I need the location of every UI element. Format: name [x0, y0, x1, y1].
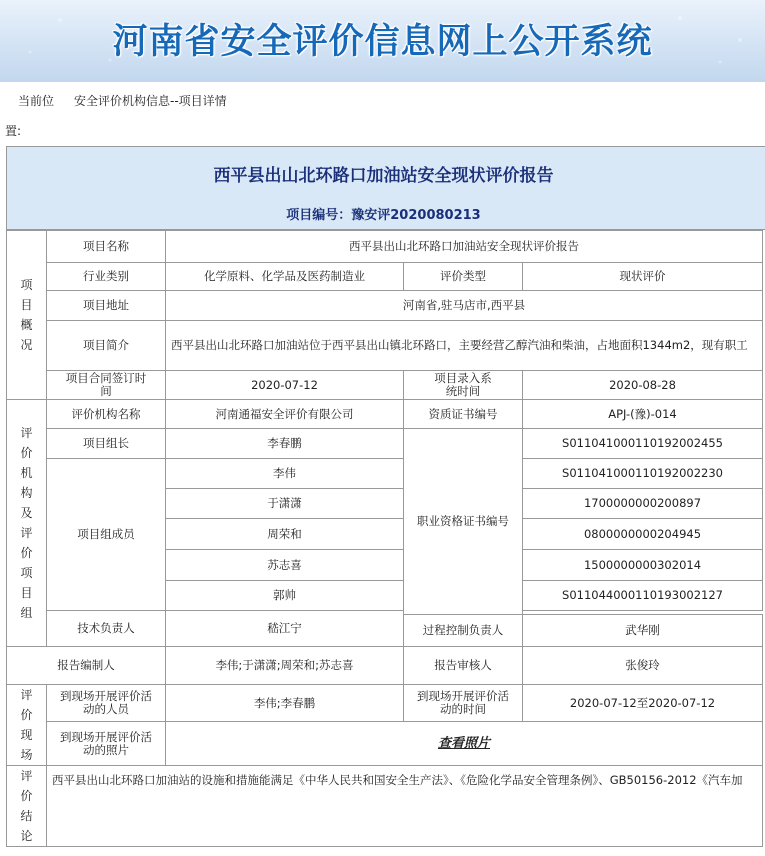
member-name: 李伟: [166, 459, 404, 489]
section-site-label: 评价现场: [7, 685, 47, 766]
breadcrumb-label: 当前位: [18, 94, 55, 108]
section-overview-label: 项目概况: [7, 231, 47, 400]
address-label: 项目地址: [47, 291, 166, 321]
report-title: 西平县出山北环路口加油站安全现状评价报告: [213, 166, 554, 186]
entry-date-label: 项目录入系统时间: [404, 371, 523, 400]
section-conclusion-label: 评价结论: [7, 766, 47, 847]
site-photo-label: 到现场开展评价活动的照片: [47, 722, 166, 766]
tech-lead-value: 嵇江宁: [166, 611, 404, 647]
intro-label: 项目简介: [47, 321, 166, 371]
leader-cert: S011041000110192002455: [523, 429, 763, 459]
member-cert: S011041000110192002230: [523, 459, 763, 489]
member-cert: 1500000000302014: [523, 550, 763, 581]
site-people-label: 到现场开展评价活动的人员: [47, 685, 166, 722]
leader-label: 项目组长: [47, 429, 166, 459]
eval-type-value: 现状评价: [523, 263, 763, 291]
report-detail: [6, 146, 765, 847]
member-cert: 1700000000200897: [523, 489, 763, 519]
tech-lead-label: 技术负责人: [47, 611, 166, 647]
breadcrumb-label-cont: 置:: [5, 124, 22, 138]
site-banner: [0, 0, 765, 82]
site-time-label: 到现场开展评价活动的时间: [404, 685, 523, 722]
report-writer-value: 李伟;于潇潇;周荣和;苏志喜: [166, 647, 404, 685]
member-name: 周荣和: [166, 519, 404, 550]
project-name-label: 项目名称: [47, 231, 166, 263]
member-name: 郭帅: [166, 581, 404, 611]
project-code: 项目编号：豫安评2020080213: [286, 208, 481, 223]
member-name: 苏志喜: [166, 550, 404, 581]
eval-type-label: 评价类型: [404, 263, 523, 291]
process-lead-value: 武华刚: [523, 615, 763, 647]
cert-no-label: 资质证书编号: [404, 400, 523, 429]
member-cert: 0800000000204945: [523, 519, 763, 550]
industry-value: 化学原料、化学品及医药制造业: [166, 263, 404, 291]
industry-label: 行业类别: [47, 263, 166, 291]
member-name: 于潇潇: [166, 489, 404, 519]
view-photos-link[interactable]: 查看照片: [437, 736, 490, 752]
qual-cert-label: 职业资格证书编号: [404, 429, 523, 615]
conclusion-text: 西平县出山北环路口加油站的设施和措施能满足《中华人民共和国安全生产法》、《危险化学品安全管理条例》、GB50156-2012《汽车加: [47, 766, 763, 847]
sign-date-label: 项目合同签订时间: [47, 371, 166, 400]
member-cert: S011044000110193002127: [523, 581, 763, 611]
entry-date-value: 2020-08-28: [523, 371, 763, 400]
detail-table: [6, 230, 763, 847]
org-name-value: 河南通福安全评价有限公司: [166, 400, 404, 429]
intro-value: 西平县出山北环路口加油站位于西平县出山镇北环路口，主要经营乙醇汽油和柴油，占地面积1344m2，现有职工: [166, 321, 763, 371]
sign-date-value: 2020-07-12: [166, 371, 404, 400]
process-lead-label: 过程控制负责人: [404, 615, 523, 647]
cert-no-value: APJ-(豫)-014: [523, 400, 763, 429]
report-writer-label: 报告编制人: [7, 647, 166, 685]
site-people-value: 李伟;李春鹏: [166, 685, 404, 722]
address-value: 河南省,驻马店市,西平县: [166, 291, 763, 321]
report-header: [6, 147, 765, 230]
site-photo-cell: [166, 722, 763, 766]
project-name-value: 西平县出山北环路口加油站安全现状评价报告: [166, 231, 763, 263]
report-reviewer-label: 报告审核人: [404, 647, 523, 685]
org-name-label: 评价机构名称: [47, 400, 166, 429]
breadcrumb: [0, 82, 765, 142]
report-reviewer-value: 张俊玲: [523, 647, 763, 685]
site-title: 河南省安全评价信息网上公开系统: [112, 22, 653, 62]
breadcrumb-path: 安全评价机构信息--项目详情: [74, 94, 227, 108]
members-label: 项目组成员: [47, 459, 166, 611]
section-org-label: 评价机构及评价项目组: [7, 400, 47, 647]
leader-name: 李春鹏: [166, 429, 404, 459]
site-time-value: 2020-07-12至2020-07-12: [523, 685, 763, 722]
